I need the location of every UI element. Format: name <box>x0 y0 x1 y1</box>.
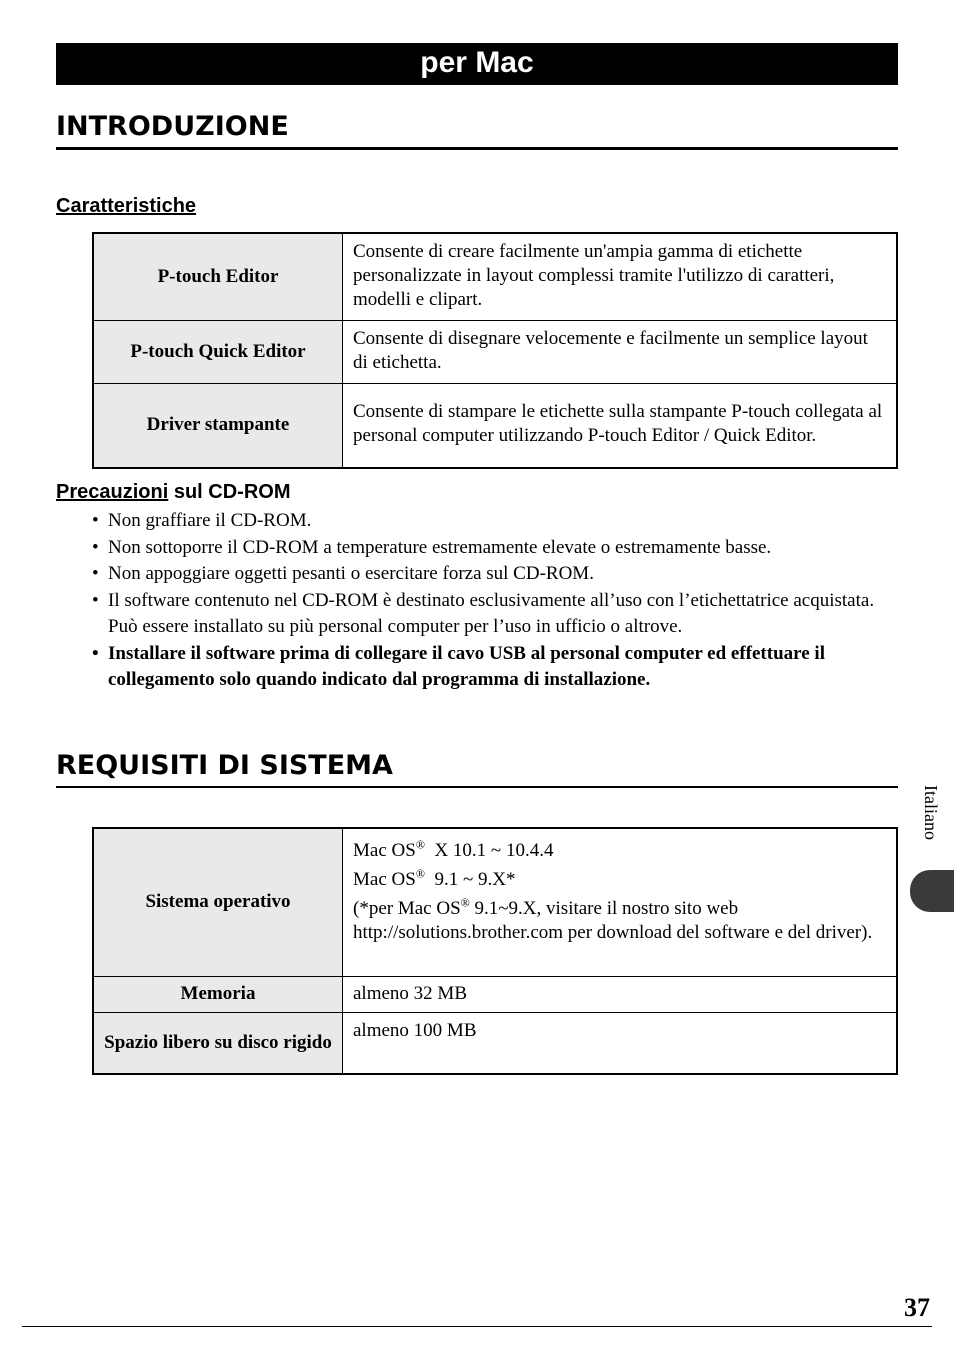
table-row <box>93 384 897 468</box>
intro-heading: INTRODUZIONE <box>56 110 898 150</box>
os-note-rest: 9.1~9.X, visitare il nostro sito web http://solutions.brother.com per download del software e del driver). <box>353 898 873 943</box>
list-item: • Non graffiare il CD-ROM. <box>92 508 898 535</box>
os-note <box>353 897 886 945</box>
list-item: • Non sottoporre il CD-ROM a temperature estremamente elevate o estremamente basse. <box>92 535 898 562</box>
table-row <box>93 321 897 384</box>
os-line-1-name: Mac OS <box>353 840 416 861</box>
section-banner: per Mac <box>56 43 898 85</box>
registered-mark: ® <box>415 866 425 881</box>
table-row <box>93 976 897 1012</box>
cd-heading-underlined: Precauzioni <box>56 481 169 503</box>
features-table <box>92 232 898 469</box>
features-heading <box>56 193 196 219</box>
requirements-heading: REQUISITI DI SISTEMA <box>56 749 898 788</box>
registered-mark: ® <box>460 895 470 910</box>
table-row <box>93 828 897 976</box>
os-label: Sistema operativo <box>93 828 343 976</box>
feature-desc: Consente di stampare le etichette sulla stampante P-touch collegata al personal computer utilizzando P-touch Editor / Quick Editor. <box>343 384 898 468</box>
list-item <box>92 588 898 641</box>
list-item-important: • Installare il software prima di collegare il cavo USB al personal computer ed effettuare il collegamento solo quando indicato dal programma di installazione. <box>92 641 898 694</box>
disk-value: almeno 100 MB <box>343 1012 898 1074</box>
disk-label: Spazio libero su disco rigido <box>93 1012 343 1074</box>
list-item: • Non appoggiare oggetti pesanti o esercitare forza sul CD-ROM. <box>92 561 898 588</box>
os-value <box>343 828 898 976</box>
registered-mark: ® <box>415 837 425 852</box>
language-tab-marker <box>910 870 954 912</box>
os-line-2-name: Mac OS <box>353 869 416 890</box>
memory-value: almeno 32 MB <box>343 976 898 1012</box>
requirements-table <box>92 827 898 1075</box>
language-tab-label: Italiano <box>921 785 941 840</box>
os-line-2 <box>353 868 886 892</box>
feature-name: P-touch Quick Editor <box>93 321 343 384</box>
os-line-1-version: X 10.1 ~ 10.4.4 <box>424 840 554 861</box>
feature-desc: Consente di creare facilmente un'ampia gamma di etichette personalizzate in layout complessi tramite l'utilizzo di caratteri, modelli e clipart. <box>343 233 898 321</box>
cd-heading <box>56 479 290 505</box>
os-note-start: (*per Mac OS <box>353 898 461 919</box>
os-line-2-version: 9.1 ~ 9.X* <box>424 869 516 890</box>
feature-desc: Consente di disegnare velocemente e facilmente un semplice layout di etichetta. <box>343 321 898 384</box>
table-row <box>93 1012 897 1074</box>
table-row <box>93 233 897 321</box>
list-item-extra: Può essere installato su più personal computer per l’uso in ufficio o altrove. <box>108 616 683 637</box>
cd-precautions-list <box>92 508 898 694</box>
memory-label: Memoria <box>93 976 343 1012</box>
page-number: 37 <box>904 1293 930 1322</box>
features-heading-text: Caratteristiche <box>56 195 197 217</box>
list-item-text: Il software contenuto nel CD-ROM è destinato esclusivamente all’uso con l’etichettatrice acquistata. <box>108 589 875 611</box>
feature-name: Driver stampante <box>93 384 343 468</box>
os-line-1 <box>353 839 886 863</box>
footer-divider <box>22 1326 932 1327</box>
cd-heading-rest: sul CD-ROM <box>168 481 291 503</box>
feature-name: P-touch Editor <box>93 233 343 321</box>
